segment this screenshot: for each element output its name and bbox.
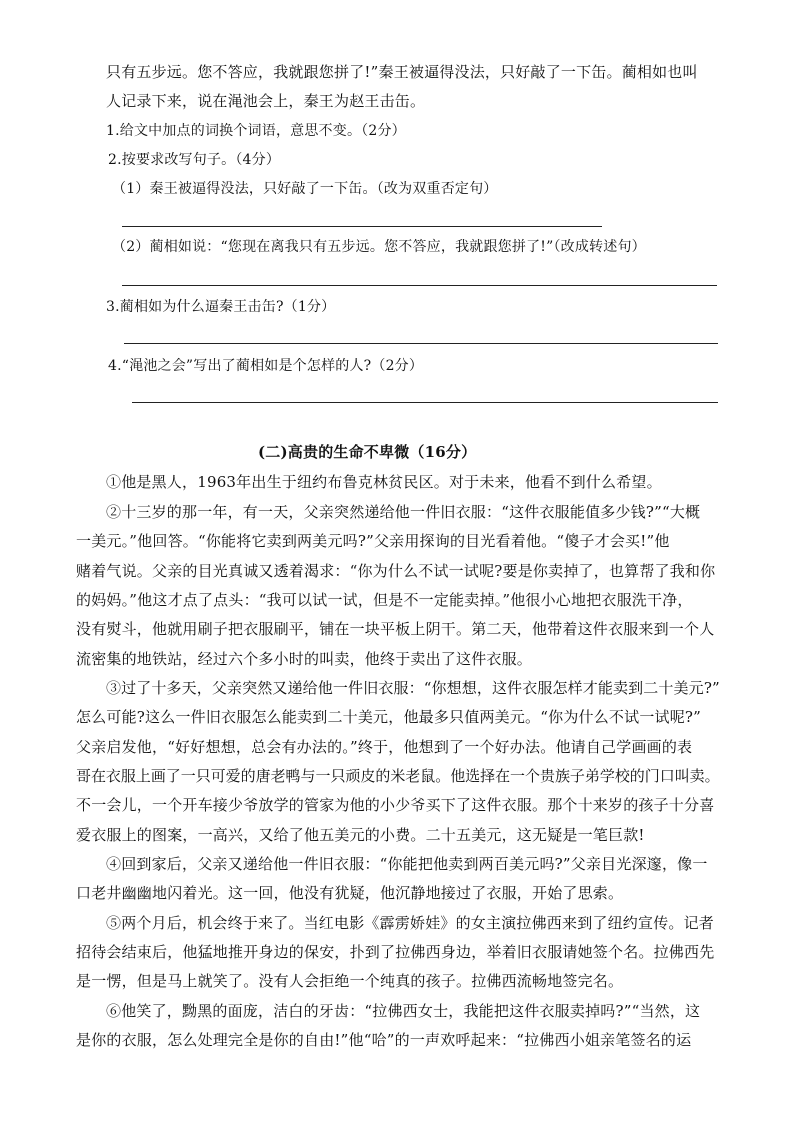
- paragraph-4-line: 口老井幽幽地闪着光。这一回，他没有犹疑，他沉静地接过了衣服，开始了思索。: [76, 884, 624, 902]
- intro-line-2: 人记录下来，说在渑池会上，秦王为赵王击缶。: [106, 92, 426, 110]
- paragraph-6-line: ⑥他笑了，黝黑的面庞，洁白的牙齿：“拉佛西女士，我能把这件衣服卖掉吗?”“当然，这: [106, 1002, 701, 1020]
- question-2-1: （1）秦王被逼得没法，只好敲了一下缶。（改为双重否定句）: [112, 181, 498, 197]
- paragraph-3-line: 怎么可能?这么一件旧衣服怎么能卖到二十美元，他最多只值两美元。“你为什么不试一试呢?”: [76, 708, 702, 726]
- paragraph-4-line: ④回到家后，父亲又递给他一件旧衣服：“你能把他卖到两百美元吗?”父亲目光深邃，像一: [106, 855, 708, 873]
- paragraph-2-line: ②十三岁的那一年，有一天，父亲突然递给他一件旧衣服：“这件衣服能值多少钱?”“大概: [106, 503, 701, 521]
- section-title: (二)高贵的生命不卑微（16分）: [258, 443, 477, 461]
- answer-line-2-1[interactable]: [122, 226, 602, 227]
- paragraph-2-line: 的妈妈。”他这才点了点头：“我可以试一试，但是不一定能卖掉。”他很小心地把衣服洗干净，: [76, 591, 693, 609]
- paragraph-5-line: ⑤两个月后，机会终于来了。当红电影《霹雳娇娃》的女主演拉佛西来到了纽约宣传。记者: [106, 914, 715, 932]
- paragraph-2-line: 没有熨斗，他就用刷子把衣服刷平，铺在一块平板上阴干。第二天，他带着这件衣服来到一个人: [76, 620, 715, 638]
- paragraph-5-line: 招待会结束后，他猛地推开身边的保安，扑到了拉佛西身边，举着旧衣服请她签个名。拉佛西先: [76, 943, 715, 961]
- question-2: 2.按要求改写句子。（4分）: [108, 152, 281, 168]
- answer-line-3[interactable]: [124, 343, 718, 344]
- paragraph-3-line: 不一会儿，一个开车接少爷放学的管家为他的小少爷买下了这件衣服。那个十来岁的孩子十分喜: [76, 796, 715, 814]
- paragraph-3-line: 父亲启发他，“好好想想，总会有办法的。”终于，他想到了一个好办法。他请自己学画画的表: [76, 738, 693, 756]
- paragraph-2-line: 一美元。”他回答。“你能将它卖到两美元吗?”父亲用探询的目光看着他。“傻子才会买!”他: [76, 532, 670, 550]
- paragraph-1: ①他是黑人，1963年出生于纽约布鲁克林贫民区。对于未来，他看不到什么希望。: [106, 473, 662, 491]
- question-3: 3.蔺相如为什么逼秦王击缶?（1分）: [106, 299, 336, 315]
- question-4: 4.“渑池之会”写出了蔺相如是个怎样的人?（2分）: [108, 358, 424, 374]
- paragraph-3-line: 爱衣服上的图案，一高兴，又给了他五美元的小费。二十五美元，这无疑是一笔巨款!: [76, 826, 645, 844]
- answer-line-2-2[interactable]: [122, 285, 717, 286]
- question-2-2: （2）蔺相如说：“您现在离我只有五步远。您不答应，我就跟您拼了!”（改成转述句）: [112, 239, 646, 255]
- paragraph-3-line: ③过了十多天，父亲突然又递给他一件旧衣服：“你想想，这件衣服怎样才能卖到二十美元?”: [106, 679, 720, 697]
- question-1: 1.给文中加点的词换个词语，意思不变。（2分）: [106, 123, 406, 139]
- paragraph-2-line: 流密集的地铁站，经过六个多小时的叫卖，他终于卖出了这件衣服。: [76, 650, 533, 668]
- intro-line-1: 只有五步远。您不答应，我就跟您拼了!”秦王被逼得没法，只好敲了一下缶。蔺相如也叫: [106, 63, 698, 81]
- answer-line-4[interactable]: [132, 402, 718, 403]
- paragraph-3-line: 哥在衣服上画了一只可爱的唐老鸭与一只顽皮的米老鼠。他选择在一个贵族子弟学校的门口叫卖。: [76, 767, 720, 785]
- paragraph-5-line: 是一愣，但是马上就笑了。没有人会拒绝一个纯真的孩子。拉佛西流畅地签完名。: [76, 972, 624, 990]
- paragraph-2-line: 赌着气说。父亲的目光真诚又透着渴求：“你为什么不试一试呢?要是你卖掉了，也算帮了我和你: [76, 562, 716, 580]
- paragraph-6-line: 是你的衣服，怎么处理完全是你的自由!”他“哈”的一声欢呼起来：“拉佛西小姐亲笔签名的运: [76, 1031, 692, 1049]
